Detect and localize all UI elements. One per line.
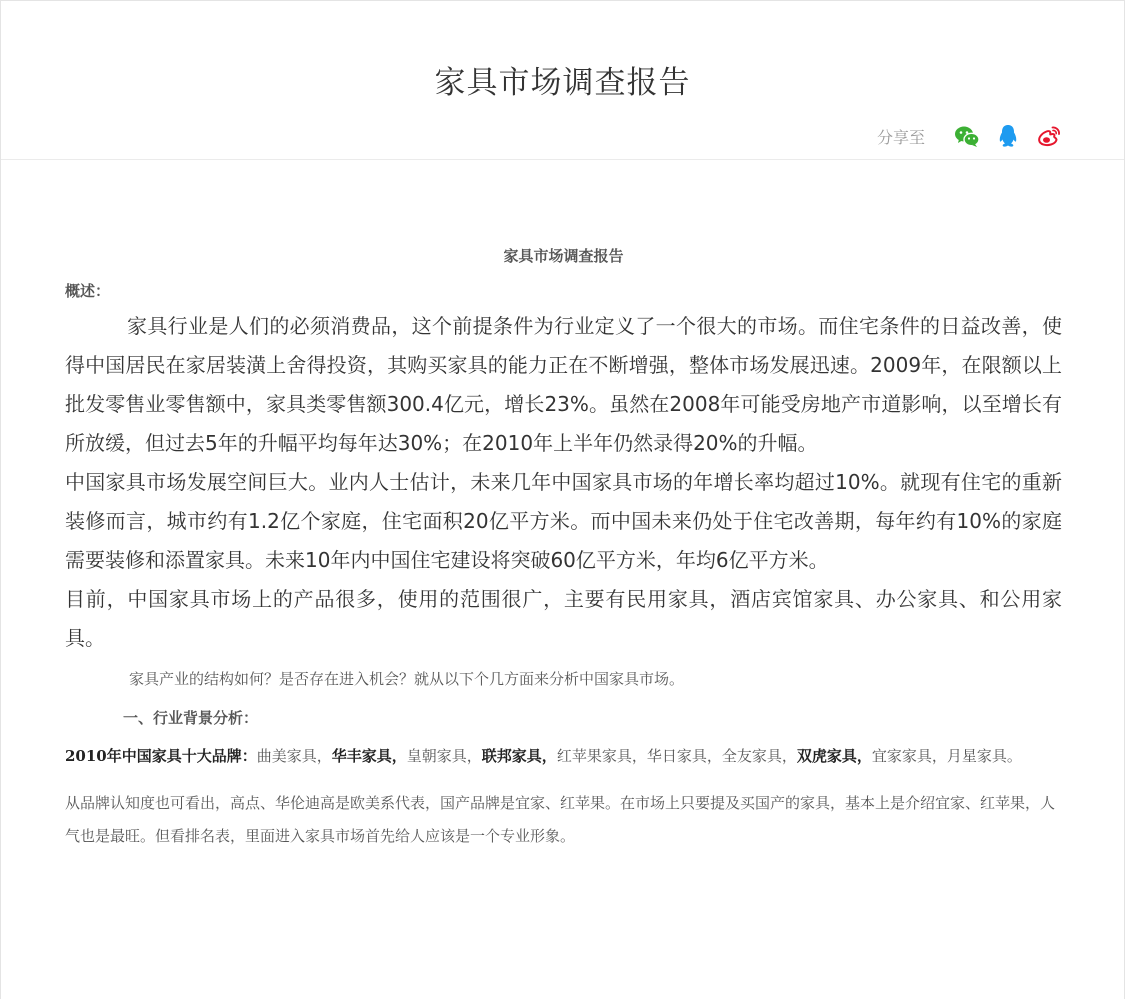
share-label: 分享至 xyxy=(876,127,925,147)
article-body xyxy=(65,161,1062,853)
paragraph-3: 目前，中国家具市场上的产品很多，使用的范围很广，主要有民用家具，酒店宾馆家具、办公家具、和公用家具。 xyxy=(65,587,1062,650)
section-heading: 一、行业背景分析： xyxy=(123,709,259,727)
brand-list xyxy=(65,740,1062,773)
brand-item: 华丰家具， xyxy=(331,747,407,765)
share-bar xyxy=(877,123,1062,149)
page-title: 家具市场调查报告 xyxy=(434,65,691,101)
brand-item: 宜家家具，月星家具。 xyxy=(871,747,1022,765)
wechat-icon[interactable] xyxy=(954,123,980,149)
brand-item: 曲美家具， xyxy=(256,747,332,765)
article-subtitle: 家具市场调查报告 xyxy=(503,247,624,265)
brand-analysis: 从品牌认知度也可看出，高点、华伦迪高是欧美系代表，国产品牌是宜家、红苹果。在市场上只要提及买国产的家具，基本上是介绍宜家、红苹果，人气也是最旺。但看排名表，里面进入家具市场首先给人应该是一个专业形象。 xyxy=(65,794,1056,845)
brand-item: 皇朝家具， xyxy=(406,747,482,765)
brand-item: 红苹果家具，华日家具，全友家具， xyxy=(556,747,797,765)
overview-label: 概述： xyxy=(65,282,111,300)
qq-icon[interactable] xyxy=(995,123,1021,149)
weibo-icon[interactable] xyxy=(1036,123,1062,149)
brand-item: 双虎家具， xyxy=(796,747,872,765)
paragraph-2: 中国家具市场发展空间巨大。业内人士估计，未来几年中国家具市场的年增长率均超过10%。就现有住宅的重新装修而言，城市约有1.2亿个家庭，住宅面积20亿平方米。而中国未来仍处于住宅改善期，每年约有10%的家庭需要装修和添置家具。未来10年内中国住宅建设将突破60亿平方米，年均6亿平方米。 xyxy=(65,470,1062,572)
paragraph-1: 家具行业是人们的必须消费品，这个前提条件为行业定义了一个很大的市场。而住宅条件的日益改善，使得中国居民在家居装潢上舍得投资，其购买家具的能力正在不断增强，整体市场发展迅速。2009年，在限额以上批发零售业零售额中，家具类零售额300.4亿元，增长23%。虽然在2008年可能受房地产市道影响，以至增长有所放缓，但过去5年的升幅平均每年达30%；在2010年上半年仍然录得20%的升幅。 xyxy=(65,314,1062,455)
page-header xyxy=(1,1,1124,160)
brand-item: 联邦家具， xyxy=(481,747,557,765)
brand-list-lead: 2010年中国家具十大品牌： xyxy=(65,747,257,765)
structure-question: 家具产业的结构如何？是否存在进入机会？就从以下个几方面来分析中国家具市场。 xyxy=(129,670,685,688)
